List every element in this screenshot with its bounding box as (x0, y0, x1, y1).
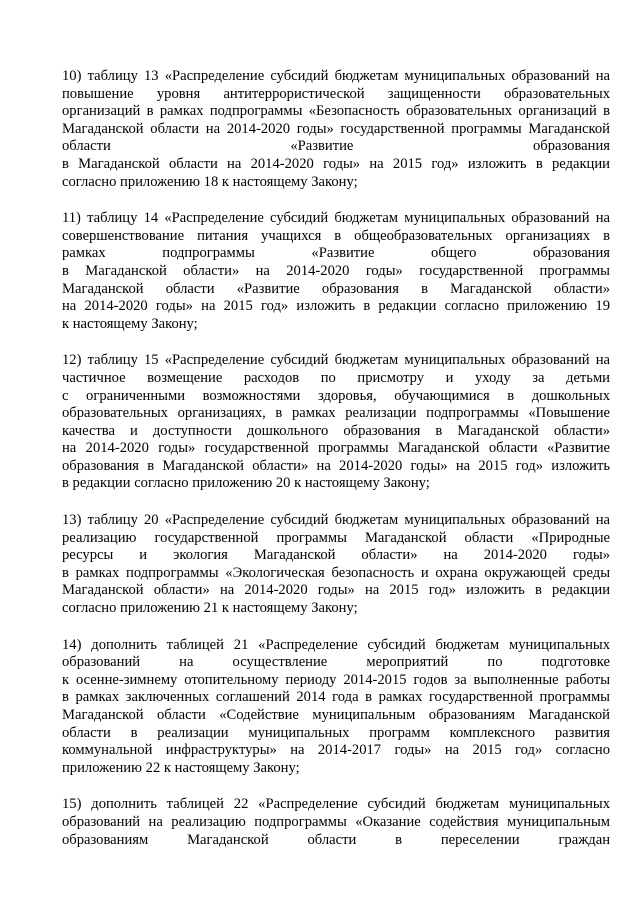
text-line: согласно приложению 21 к настоящему Закону; (62, 600, 358, 617)
text-line: ресурсы и экология Магаданской области» на 2014-2020 годы» (62, 547, 610, 564)
text-line: образовательных организациях, в рамках реализации подпрограммы «Повышение (62, 405, 610, 422)
text-line: приложению 22 к настоящему Закону; (62, 759, 300, 776)
text-line: частичное возмещение расходов по присмотру и уходу за детьми (62, 369, 610, 386)
text-line: образования в Магаданской области» на 2014-2020 годы» на 2015 год» изложить (62, 457, 610, 474)
paragraph-item (62, 352, 610, 493)
text-line: 15) дополнить таблицей 22 «Распределение субсидий бюджетам муниципальных (62, 796, 610, 813)
text-line: Магаданской области «Содействие муниципальным образованиям Магаданской (62, 707, 610, 723)
text-line: в Магаданской области на 2014-2020 годы» на 2015 год» изложить в редакции (62, 155, 610, 172)
text-line: в Магаданской области» на 2014-2020 годы» государственной программы (62, 262, 610, 279)
paragraph-item (62, 637, 610, 778)
text-line: согласно приложению 18 к настоящему Закону; (62, 173, 358, 190)
text-line: Магаданской области» на 2014-2020 годы» на 2015 год» изложить в редакции (62, 582, 610, 599)
text-line: в рамках заключенных соглашений 2014 года в рамках государственной программы (62, 689, 610, 706)
text-line: 13) таблицу 20 «Распределение субсидий бюджетам муниципальных образований на (62, 512, 610, 529)
text-line: образований на осуществление мероприятий по подготовке (62, 654, 610, 671)
text-line: в редакции согласно приложению 20 к настоящему Закону; (62, 475, 430, 492)
text-line: 12) таблицу 15 «Распределение субсидий бюджетам муниципальных образований на (62, 352, 610, 369)
text-line: Магаданской области на 2014-2020 годы» государственной программы Магаданской (62, 120, 610, 137)
paragraph-item (62, 68, 610, 191)
text-line: области «Развитие образования (62, 138, 610, 155)
text-line: 14) дополнить таблицей 21 «Распределение субсидий бюджетам муниципальных (62, 636, 610, 653)
paragraph-item (62, 796, 610, 849)
text-line: 10) таблицу 13 «Распределение субсидий бюджетам муниципальных образований на (62, 68, 610, 84)
text-line: на 2014-2020 годы» на 2015 год» изложить в редакции согласно приложению 19 (62, 298, 610, 315)
text-line: в рамках подпрограммы «Экологическая безопасность и охрана окружающей среды (62, 564, 610, 581)
text-line: 11) таблицу 14 «Распределение субсидий бюджетам муниципальных образований на (62, 210, 610, 227)
text-line: к осенне-зимнему отопительному периоду 2014-2015 годов за выполненные работы (62, 671, 610, 688)
text-line: рамках подпрограммы «Развитие общего образования (62, 245, 610, 262)
text-line: образованиям Магаданской области в переселении граждан (62, 831, 610, 848)
text-line: качества и доступности дошкольного образования в Магаданской области» (62, 422, 610, 439)
text-line: совершенствование питания учащихся в общеобразовательных организациях в (62, 227, 610, 244)
text-line: к настоящему Закону; (62, 315, 198, 332)
text-line: на 2014-2020 годы» государственной программы Магаданской области «Развитие (62, 440, 610, 457)
text-line: Магаданской области «Развитие образования в Магаданской области» (62, 280, 610, 297)
paragraph-item (62, 210, 610, 333)
document-page (62, 68, 610, 868)
text-line: образований на реализацию подпрограммы «Оказание содействия муниципальным (62, 813, 610, 830)
text-line: организаций в рамках подпрограммы «Безопасность образовательных организаций в (62, 103, 610, 120)
text-line: коммунальной инфраструктуры» на 2014-2017 годы» на 2015 год» согласно (62, 742, 610, 759)
text-line: области в реализации муниципальных программ комплексного развития (62, 724, 610, 741)
text-line: реализацию государственной программы Магаданской области «Природные (62, 529, 610, 546)
paragraph-item (62, 512, 610, 618)
text-line: повышение уровня антитеррористической защищенности образовательных (62, 85, 610, 102)
text-line: с ограниченными возможностями здоровья, обучающимися в дошкольных (62, 387, 610, 404)
